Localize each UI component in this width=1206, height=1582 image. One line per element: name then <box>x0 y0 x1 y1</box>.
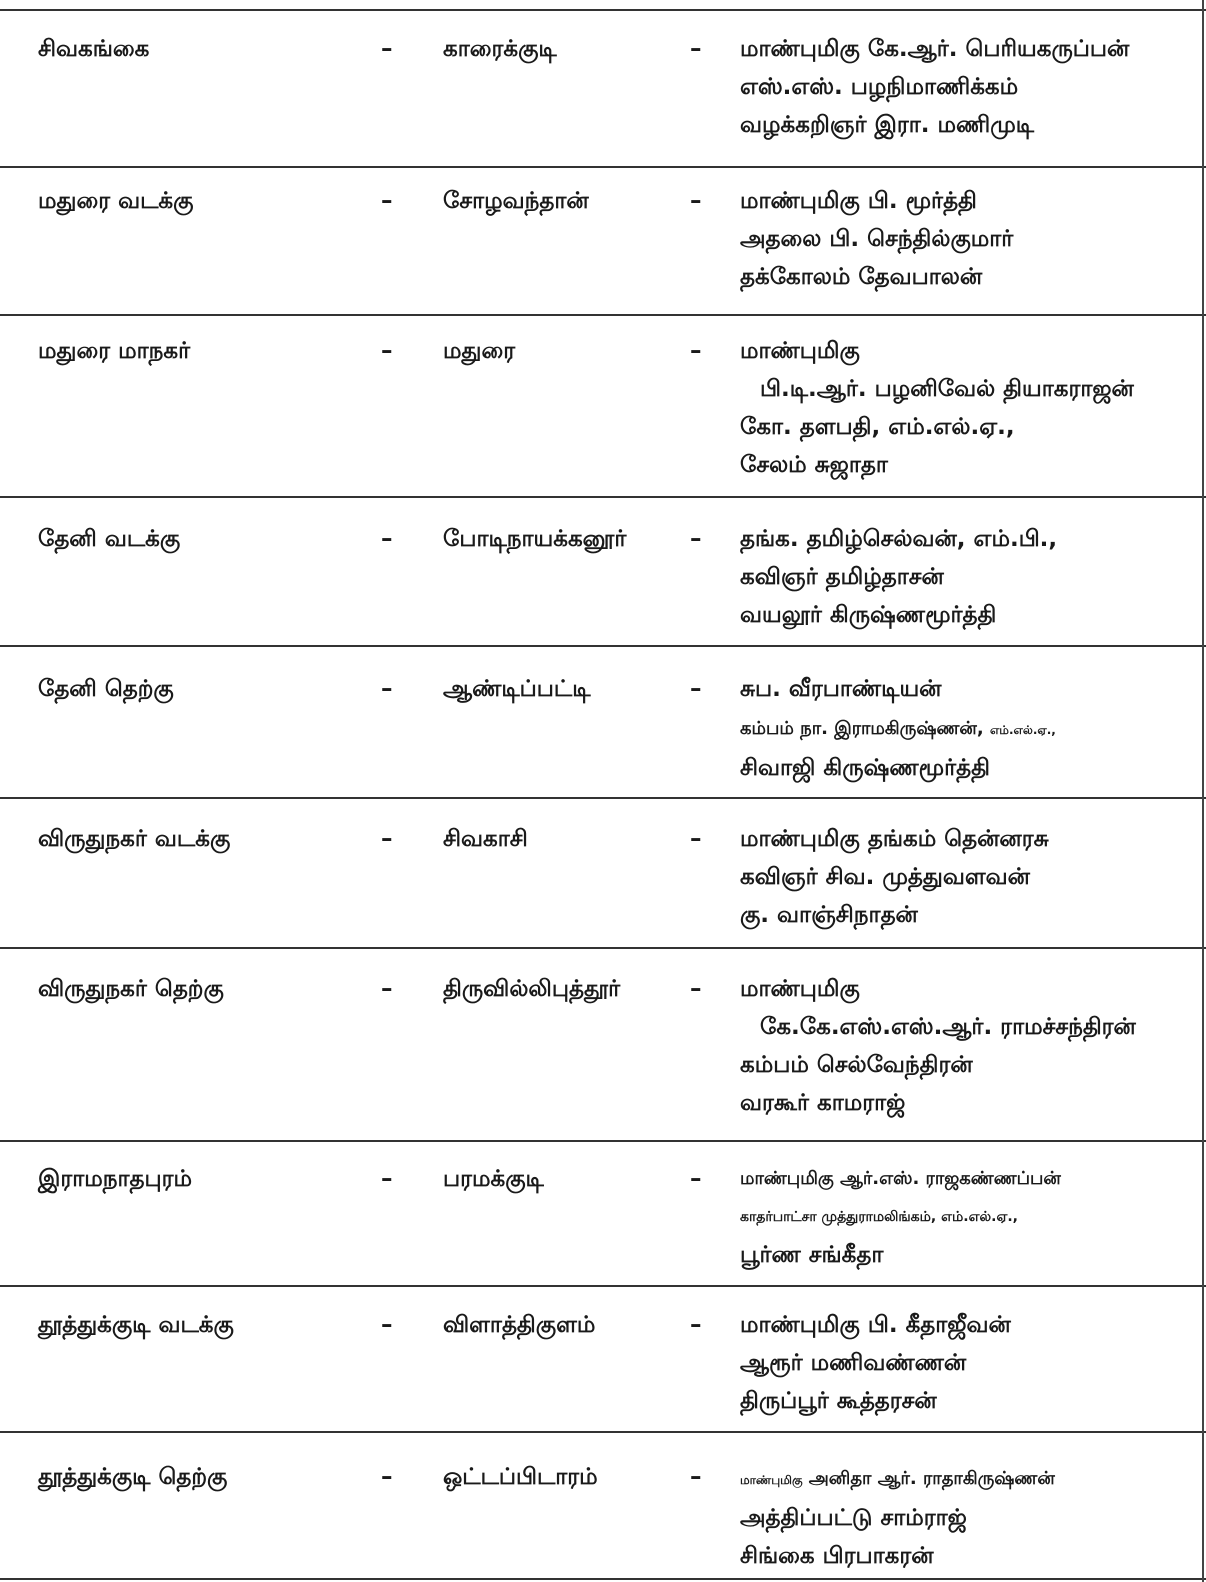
dash-separator: – <box>381 526 393 552</box>
assigned-names <box>740 332 1134 484</box>
dash-separator: – <box>381 338 393 364</box>
person-name: சிவாஜி கிருஷ்ணமூர்த்தி <box>740 755 990 781</box>
dash-separator: – <box>690 1166 702 1192</box>
assigned-names <box>740 1306 1011 1420</box>
row-divider <box>0 1431 1206 1433</box>
dash-separator: – <box>690 676 702 702</box>
person-name: கம்பம் செல்வேந்திரன் <box>740 1052 973 1078</box>
row-divider <box>0 1140 1206 1142</box>
dash-separator: – <box>381 976 393 1002</box>
person-name: சிங்கை பிரபாகரன் <box>740 1543 934 1569</box>
dash-separator: – <box>381 1464 393 1490</box>
title-prefix: மாண்புமிகு <box>740 1473 803 1487</box>
person-name: வழக்கறிஞர் இரா. மணிமுடி <box>740 112 1035 138</box>
person-name: எஸ்.எஸ். பழநிமாணிக்கம் <box>740 74 1019 100</box>
constituency-name: ஆண்டிப்பட்டி <box>443 676 591 702</box>
person-name-line <box>740 708 1056 749</box>
person-name: பி.டி.ஆர். பழனிவேல் தியாகராஜன் <box>760 376 1134 402</box>
district-name: தூத்துக்குடி தெற்கு <box>38 1464 228 1490</box>
dash-separator: – <box>690 1312 702 1338</box>
person-name: கோ. தளபதி, எம்.எல்.ஏ., <box>740 414 1015 440</box>
person-name: மாண்புமிகு கே.ஆர். பெரியகருப்பன் <box>740 36 1130 62</box>
constituency-name: மதுரை <box>443 338 516 364</box>
assigned-names <box>740 520 1057 634</box>
constituency-name: சோழவந்தான் <box>443 188 589 214</box>
district-name: தேனி வடக்கு <box>38 526 181 552</box>
row-divider <box>0 797 1206 799</box>
dash-separator: – <box>690 338 702 364</box>
constituency-name: காரைக்குடி <box>443 36 557 62</box>
assigned-names <box>740 820 1049 934</box>
person-name: பூர்ண சங்கீதா <box>740 1242 884 1268</box>
row-divider <box>0 166 1206 168</box>
person-name: கு. வாஞ்சிநாதன் <box>740 902 918 928</box>
person-name: மாண்புமிகு பி. கீதாஜீவன் <box>740 1312 1011 1338</box>
dash-separator: – <box>381 676 393 702</box>
assigned-names <box>740 182 1013 296</box>
person-name: மாண்புமிகு பி. மூர்த்தி <box>740 188 977 214</box>
person-name: மாண்புமிகு <box>740 976 860 1002</box>
row-divider <box>0 645 1206 647</box>
person-name: அத்திப்பட்டு சாம்ராஜ் <box>740 1505 967 1531</box>
person-name-line <box>740 1458 1055 1499</box>
dash-separator: – <box>381 1312 393 1338</box>
dash-separator: – <box>381 36 393 62</box>
dash-separator: – <box>690 826 702 852</box>
person-name: கவிஞர் தமிழ்தாசன் <box>740 564 944 590</box>
assigned-names <box>740 1458 1055 1575</box>
assigned-names <box>740 1160 1061 1274</box>
assigned-names <box>740 970 1136 1122</box>
district-name: விருதுநகர் வடக்கு <box>38 826 231 852</box>
row-divider <box>0 496 1206 498</box>
person-name: மாண்புமிகு ஆர்.எஸ். ராஜகண்ணப்பன் <box>740 1168 1061 1189</box>
constituency-name: சிவகாசி <box>443 826 528 852</box>
district-name: தூத்துக்குடி வடக்கு <box>38 1312 234 1338</box>
designation-suffix: எம்.எல்.ஏ., <box>989 723 1056 737</box>
dash-separator: – <box>381 826 393 852</box>
constituency-name: விளாத்திகுளம் <box>443 1312 596 1338</box>
district-name: இராமநாதபுரம் <box>38 1166 193 1192</box>
person-name: சுப. வீரபாண்டியன் <box>740 676 942 702</box>
person-name: அதலை பி. செந்தில்குமார் <box>740 226 1014 252</box>
dash-separator: – <box>381 188 393 214</box>
dash-separator: – <box>381 1166 393 1192</box>
person-name: காதர்பாட்சா முத்துராமலிங்கம், எம்.எல்.ஏ., <box>740 1209 1018 1225</box>
district-name: மதுரை மாநகர் <box>38 338 191 364</box>
person-name: வரகூர் காமராஜ் <box>740 1090 906 1116</box>
person-name: மாண்புமிகு <box>740 338 860 364</box>
district-name: விருதுநகர் தெற்கு <box>38 976 224 1002</box>
person-name: ஆரூர் மணிவண்ணன் <box>740 1350 967 1376</box>
row-divider <box>0 314 1206 316</box>
constituency-name: திருவில்லிபுத்தூர் <box>443 976 621 1002</box>
dash-separator: – <box>690 36 702 62</box>
dash-separator: – <box>690 526 702 552</box>
assigned-names <box>740 30 1129 144</box>
row-divider <box>0 1578 1206 1580</box>
row-divider <box>0 1285 1206 1287</box>
constituency-name: ஒட்டப்பிடாரம் <box>443 1464 598 1490</box>
constituency-name: பரமக்குடி <box>443 1166 544 1192</box>
district-name: சிவகங்கை <box>38 36 150 62</box>
person-name: திருப்பூர் கூத்தரசன் <box>740 1388 937 1414</box>
dash-separator: – <box>690 188 702 214</box>
person-name: தங்க. தமிழ்செல்வன், எம்.பி., <box>740 526 1058 552</box>
person-name: கவிஞர் சிவ. முத்துவளவன் <box>740 864 1030 890</box>
dash-separator: – <box>690 1464 702 1490</box>
assigned-names <box>740 670 1056 787</box>
person-name: தக்கோலம் தேவபாலன் <box>740 264 983 290</box>
row-divider <box>0 9 1206 11</box>
dash-separator: – <box>690 976 702 1002</box>
person-name: அனிதா ஆர். ராதாகிருஷ்ணன் <box>802 1468 1055 1489</box>
person-name: சேலம் சுஜாதா <box>740 452 888 478</box>
constituency-name: போடிநாயக்கனூர் <box>443 526 627 552</box>
row-divider <box>0 947 1206 949</box>
person-name: கம்பம் நா. இராமகிருஷ்ணன், <box>740 718 990 739</box>
person-name: கே.கே.எஸ்.எஸ்.ஆர். ராமச்சந்திரன் <box>760 1014 1136 1040</box>
district-name: மதுரை வடக்கு <box>38 188 194 214</box>
table-right-border <box>1202 0 1204 1582</box>
person-name: மாண்புமிகு தங்கம் தென்னரசு <box>740 826 1049 852</box>
person-name: வயலூர் கிருஷ்ணமூர்த்தி <box>740 602 997 628</box>
district-name: தேனி தெற்கு <box>38 676 174 702</box>
